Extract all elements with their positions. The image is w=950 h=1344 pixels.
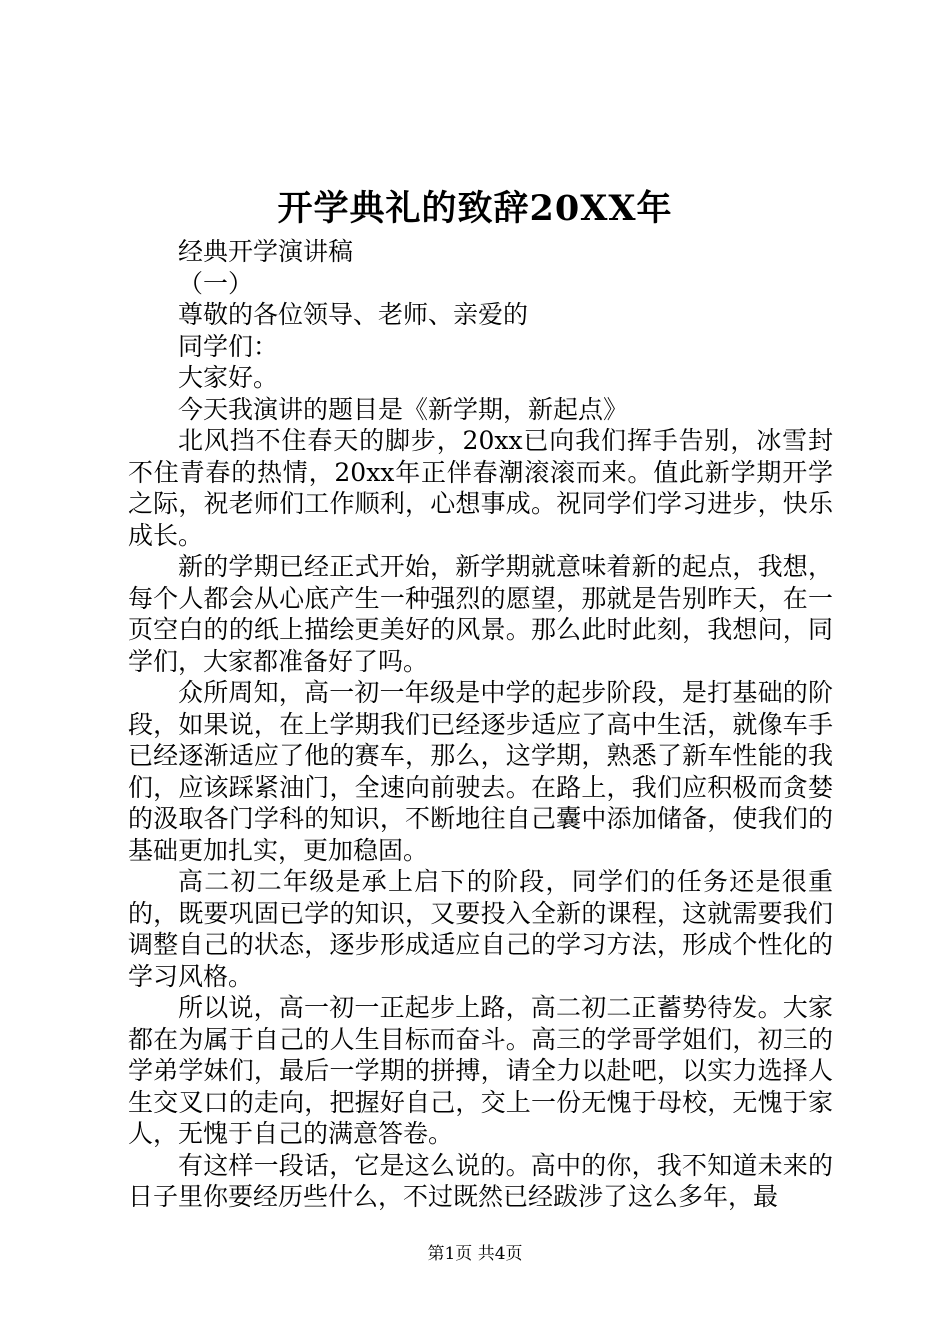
paragraph: 今天我演讲的题目是《新学期，新起点》: [178, 394, 629, 424]
document-title: 开学典礼的致辞20XX年: [277, 188, 673, 229]
paragraph: 北风挡不住春天的脚步，20xx已向我们挥手告别，冰雪封不住青春的热情，20xx年正伴春潮滚滚而来。值此新学期开学之际，祝老师们工作顺利，心想事成。祝同学们学习进步，快乐成长。: [128, 426, 833, 550]
page-footer: 第1页 共4页: [427, 1244, 523, 1264]
paragraph: 大家好。: [178, 363, 279, 392]
paragraph: 经典开学演讲稿: [178, 237, 354, 266]
paragraph: 高二初二年级是承上启下的阶段，同学们的任务还是很重的，既要巩固已学的知识，又要投入全新的课程，这就需要我们调整自己的状态，逐步形成适应自己的学习方法，形成个性化的学习风格。: [128, 867, 833, 991]
paragraph: 新的学期已经正式开始，新学期就意味着新的起点，我想，每个人都会从心底产生一种强烈的愿望，那就是告别昨天，在一页空白的的纸上描绘更美好的风景。那么此时此刻，我想问，同学们，大家都准备好了吗。: [128, 552, 833, 676]
paragraph: 所以说，高一初一正起步上路，高二初二正蓄势待发。大家都在为属于自己的人生目标而奋斗。高三的学哥学姐们，初三的学弟学妹们，最后一学期的拼搏，请全力以赴吧，以实力选择人生交叉口的走向，把握好自己，交上一份无愧于母校，无愧于家人，无愧于自己的满意答卷。: [128, 993, 833, 1148]
document-body: [128, 236, 833, 1213]
paragraph: 同学们：: [178, 331, 279, 361]
paragraph: 有这样一段话，它是这么说的。高中的你，我不知道未来的日子里你要经历些什么，不过既然已经跋涉了这么多年，最: [128, 1150, 833, 1211]
paragraph: 众所周知，高一初一年级是中学的起步阶段，是打基础的阶段，如果说，在上学期我们已经逐步适应了高中生活，就像车手已经逐渐适应了他的赛车，那么，这学期，熟悉了新车性能的我们，应该踩紧油门，全速向前驶去。在路上，我们应积极而贪婪的汲取各门学科的知识，不断地往自己囊中添加储备，使我们的基础更加扎实，更加稳固。: [128, 678, 833, 865]
paragraph: 尊敬的各位领导、老师、亲爱的: [178, 300, 529, 329]
paragraph: （一）: [178, 268, 254, 298]
